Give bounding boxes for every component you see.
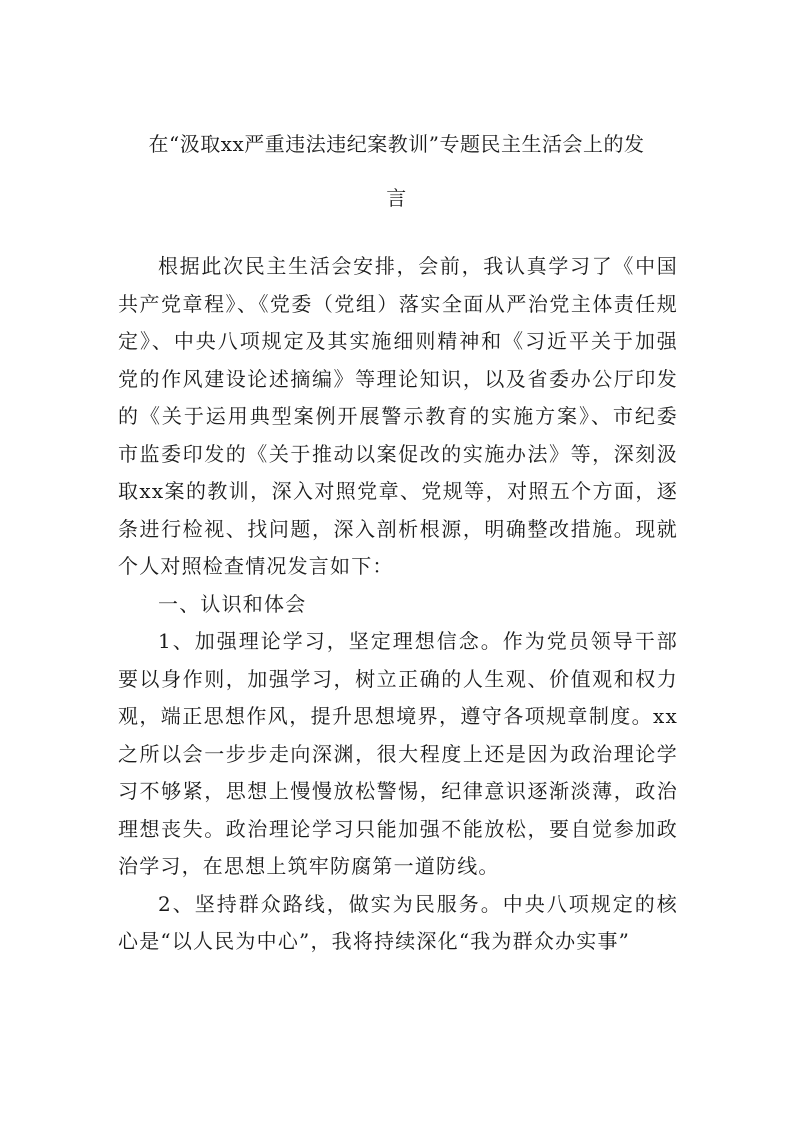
paragraph-point-2: 2、坚持群众路线，做实为民服务。中央八项规定的核心是“以人民为中心”，我将持续深化“我为群众办实事” — [118, 891, 678, 953]
section-heading-understanding: 一、认识和体会 — [158, 591, 307, 616]
document-body — [118, 248, 678, 961]
paragraph-point-1: 1、加强理论学习，坚定理想信念。作为党员领导干部要以身作则，加强学习，树立正确的人生观、价值观和权力观，端正思想作风，提升思想境界，遵守各项规章制度。xx之所以会一步步走向深渊，很大程度上还是因为政治理论学习不够紧，思想上慢慢放松警惕，纪律意识逐渐淡薄，政治理想丧失。政治理论学习只能加强不能放松，要自觉参加政治学习，在思想上筑牢防腐第一道防线。 — [118, 629, 678, 878]
document-title-line-2: 言 — [386, 186, 407, 210]
document-title-line-1: 在“汲取xx严重违法违纪案教训”专题民主生活会上的发 — [148, 132, 645, 156]
paragraph-intro: 根据此次民主生活会安排，会前，我认真学习了《中国共产党章程》、《党委（党组）落实全面从严治党主体责任规定》、中央八项规定及其实施细则精神和《习近平关于加强党的作风建设论述摘编》等理论知识，以及省委办公厅印发的《关于运用典型案例开展警示教育的实施方案》、市纪委市监委印发的《关于推动以案促改的实施办法》等，深刻汲取xx案的教训，深入对照党章、党规等，对照五个方面，逐条进行检视、找问题，深入剖析根源，明确整改措施。现就个人对照检查情况发言如下： — [118, 254, 678, 578]
